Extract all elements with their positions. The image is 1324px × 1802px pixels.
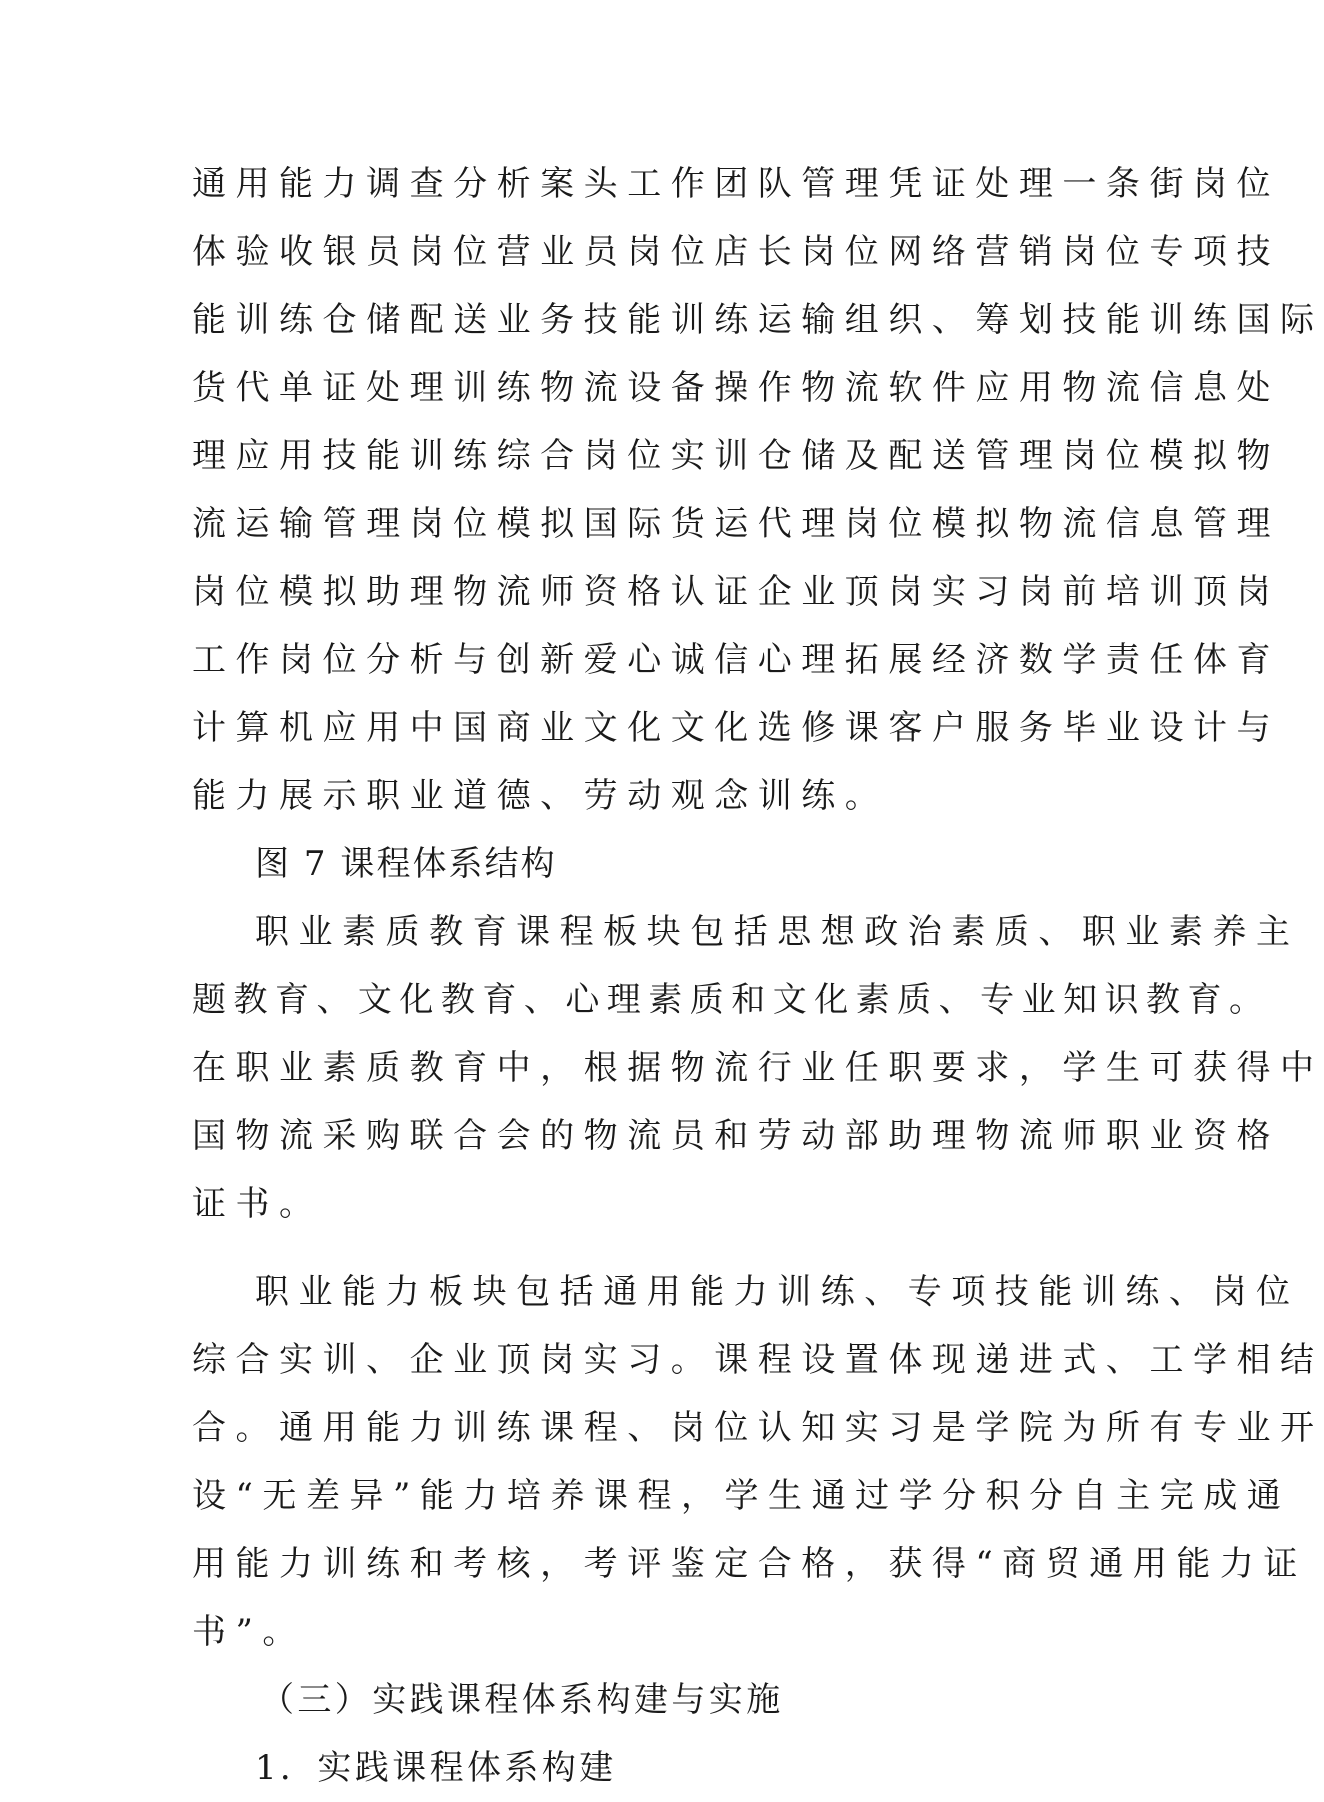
text-line: 理应用技能训练综合岗位实训仓储及配送管理岗位模拟物	[192, 436, 1280, 476]
text-line: 工作岗位分析与创新爱心诚信心理拓展经济数学责任体育	[192, 640, 1280, 680]
figure-caption: 图 7 课程体系结构	[255, 844, 557, 884]
text-line: 书”。	[192, 1612, 306, 1652]
subsection-heading: 1．实践课程体系构建	[255, 1748, 617, 1788]
text-line: 流运输管理岗位模拟国际货运代理岗位模拟物流信息管理	[192, 504, 1280, 544]
section-heading: （三）实践课程体系构建与实施	[260, 1680, 784, 1720]
text-line: 在职业素质教育中，根据物流行业任职要求，学生可获得中	[192, 1048, 1324, 1088]
text-line: 体验收银员岗位营业员岗位店长岗位网络营销岗位专项技	[192, 232, 1280, 272]
text-line: 设“无差异”能力培养课程，学生通过学分积分自主完成通	[192, 1476, 1291, 1516]
text-line: 能力展示职业道德、劳动观念训练。	[192, 776, 889, 816]
text-line: 岗位模拟助理物流师资格认证企业顶岗实习岗前培训顶岗	[192, 572, 1280, 612]
document-body	[192, 150, 1324, 1802]
text-line: 能训练仓储配送业务技能训练运输组织、筹划技能训练国际	[192, 300, 1324, 340]
text-line: 证书。	[192, 1184, 323, 1224]
text-line: 通用能力调查分析案头工作团队管理凭证处理一条街岗位	[192, 164, 1280, 204]
text-line: 国物流采购联合会的物流员和劳动部助理物流师职业资格	[192, 1116, 1280, 1156]
text-line: 综合实训、企业顶岗实习。课程设置体现递进式、工学相结	[192, 1340, 1324, 1380]
text-line: 计算机应用中国商业文化文化选修课客户服务毕业设计与	[192, 708, 1280, 748]
text-line: 职业能力板块包括通用能力训练、专项技能训练、岗位	[255, 1272, 1300, 1312]
text-line: 货代单证处理训练物流设备操作物流软件应用物流信息处	[192, 368, 1280, 408]
text-line: 职业素质教育课程板块包括思想政治素质、职业素养主	[255, 912, 1300, 952]
text-line: 用能力训练和考核，考评鉴定合格，获得“商贸通用能力证	[192, 1544, 1307, 1584]
course-list-paragraph	[192, 150, 1324, 830]
professional-quality-paragraph	[192, 898, 1324, 1238]
paragraph-gap	[192, 1238, 1062, 1258]
text-line: 题教育、文化教育、心理素质和文化素质、专业知识教育。	[192, 980, 1271, 1020]
professional-ability-paragraph	[192, 1258, 1324, 1666]
text-line: 合。通用能力训练课程、岗位认知实习是学院为所有专业开	[192, 1408, 1324, 1448]
